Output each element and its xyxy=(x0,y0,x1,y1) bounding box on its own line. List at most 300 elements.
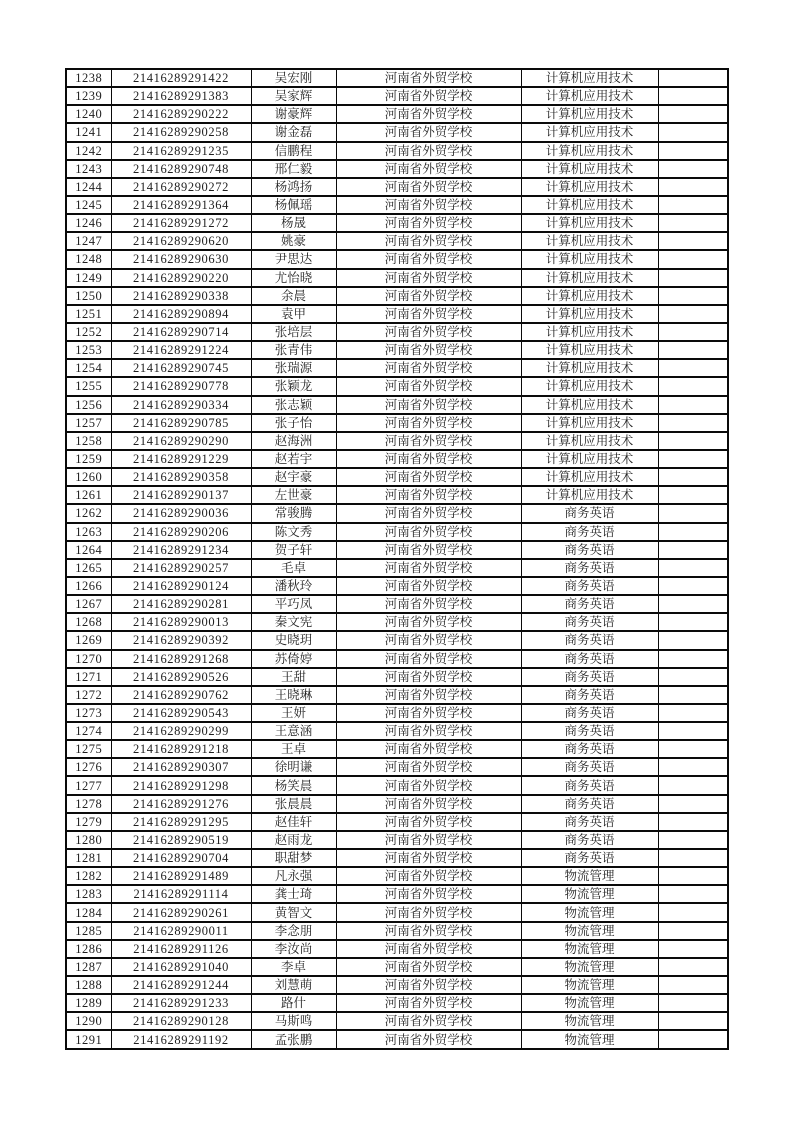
cell-student-id: 21416289290261 xyxy=(111,903,251,921)
table-row xyxy=(66,414,728,432)
cell-major: 物流管理 xyxy=(521,976,658,994)
cell-name: 张瑞源 xyxy=(251,359,336,377)
cell-name: 潘秋玲 xyxy=(251,577,336,595)
cell-school: 河南省外贸学校 xyxy=(336,940,521,958)
cell-student-id: 21416289290257 xyxy=(111,559,251,577)
cell-name: 尤怡晓 xyxy=(251,269,336,287)
cell-school: 河南省外贸学校 xyxy=(336,813,521,831)
table-row xyxy=(66,486,728,504)
cell-student-id: 21416289291422 xyxy=(111,69,251,87)
cell-name: 职甜梦 xyxy=(251,849,336,867)
cell-seq: 1239 xyxy=(66,87,111,105)
cell-student-id: 21416289290137 xyxy=(111,486,251,504)
table-row xyxy=(66,359,728,377)
cell-seq: 1242 xyxy=(66,142,111,160)
cell-major: 物流管理 xyxy=(521,940,658,958)
cell-blank xyxy=(658,795,728,813)
table-row xyxy=(66,450,728,468)
cell-blank xyxy=(658,758,728,776)
cell-blank xyxy=(658,831,728,849)
cell-major: 计算机应用技术 xyxy=(521,341,658,359)
cell-seq: 1277 xyxy=(66,776,111,794)
cell-school: 河南省外贸学校 xyxy=(336,196,521,214)
cell-name: 王卓 xyxy=(251,740,336,758)
cell-blank xyxy=(658,69,728,87)
table-row xyxy=(66,323,728,341)
cell-major: 商务英语 xyxy=(521,668,658,686)
cell-seq: 1282 xyxy=(66,867,111,885)
cell-name: 孟张鹏 xyxy=(251,1030,336,1048)
cell-seq: 1290 xyxy=(66,1012,111,1030)
cell-school: 河南省外贸学校 xyxy=(336,559,521,577)
cell-major: 计算机应用技术 xyxy=(521,486,658,504)
cell-school: 河南省外贸学校 xyxy=(336,160,521,178)
cell-major: 计算机应用技术 xyxy=(521,178,658,196)
cell-school: 河南省外贸学校 xyxy=(336,359,521,377)
cell-major: 计算机应用技术 xyxy=(521,250,658,268)
cell-name: 杨笑晨 xyxy=(251,776,336,794)
cell-major: 物流管理 xyxy=(521,867,658,885)
cell-blank xyxy=(658,595,728,613)
cell-school: 河南省外贸学校 xyxy=(336,686,521,704)
cell-name: 李念朋 xyxy=(251,922,336,940)
cell-student-id: 21416289290222 xyxy=(111,105,251,123)
table-row xyxy=(66,686,728,704)
cell-student-id: 21416289290036 xyxy=(111,504,251,522)
cell-student-id: 21416289291224 xyxy=(111,341,251,359)
cell-name: 徐明谦 xyxy=(251,758,336,776)
cell-student-id: 21416289290011 xyxy=(111,922,251,940)
cell-seq: 1268 xyxy=(66,613,111,631)
cell-school: 河南省外贸学校 xyxy=(336,595,521,613)
cell-major: 计算机应用技术 xyxy=(521,377,658,395)
cell-student-id: 21416289291383 xyxy=(111,87,251,105)
cell-seq: 1269 xyxy=(66,631,111,649)
table-row xyxy=(66,795,728,813)
cell-name: 袁甲 xyxy=(251,305,336,323)
cell-school: 河南省外贸学校 xyxy=(336,650,521,668)
cell-name: 张子怡 xyxy=(251,414,336,432)
cell-blank xyxy=(658,559,728,577)
cell-name: 邢仁毅 xyxy=(251,160,336,178)
cell-student-id: 21416289290281 xyxy=(111,595,251,613)
cell-blank xyxy=(658,813,728,831)
cell-major: 计算机应用技术 xyxy=(521,87,658,105)
cell-name: 李卓 xyxy=(251,958,336,976)
cell-seq: 1258 xyxy=(66,432,111,450)
table-row xyxy=(66,595,728,613)
cell-blank xyxy=(658,359,728,377)
cell-name: 张晨晨 xyxy=(251,795,336,813)
table-row xyxy=(66,196,728,214)
cell-blank xyxy=(658,903,728,921)
cell-school: 河南省外贸学校 xyxy=(336,740,521,758)
cell-blank xyxy=(658,541,728,559)
table-row xyxy=(66,541,728,559)
cell-seq: 1244 xyxy=(66,178,111,196)
cell-seq: 1240 xyxy=(66,105,111,123)
cell-school: 河南省外贸学校 xyxy=(336,795,521,813)
cell-blank xyxy=(658,704,728,722)
cell-seq: 1245 xyxy=(66,196,111,214)
cell-seq: 1281 xyxy=(66,849,111,867)
cell-major: 商务英语 xyxy=(521,541,658,559)
cell-seq: 1243 xyxy=(66,160,111,178)
cell-blank xyxy=(658,740,728,758)
cell-blank xyxy=(658,142,728,160)
cell-blank xyxy=(658,214,728,232)
cell-name: 左世豪 xyxy=(251,486,336,504)
cell-major: 计算机应用技术 xyxy=(521,69,658,87)
cell-major: 计算机应用技术 xyxy=(521,105,658,123)
table-row xyxy=(66,922,728,940)
table-row xyxy=(66,69,728,87)
cell-seq: 1260 xyxy=(66,468,111,486)
cell-student-id: 21416289291298 xyxy=(111,776,251,794)
cell-major: 计算机应用技术 xyxy=(521,269,658,287)
table-row xyxy=(66,269,728,287)
cell-seq: 1261 xyxy=(66,486,111,504)
cell-name: 龚士琦 xyxy=(251,885,336,903)
cell-student-id: 21416289290785 xyxy=(111,414,251,432)
table-row xyxy=(66,178,728,196)
cell-major: 商务英语 xyxy=(521,831,658,849)
cell-student-id: 21416289290392 xyxy=(111,631,251,649)
cell-name: 张颖龙 xyxy=(251,377,336,395)
cell-seq: 1288 xyxy=(66,976,111,994)
table-row xyxy=(66,105,728,123)
cell-school: 河南省外贸学校 xyxy=(336,668,521,686)
table-row xyxy=(66,559,728,577)
cell-major: 计算机应用技术 xyxy=(521,432,658,450)
cell-seq: 1251 xyxy=(66,305,111,323)
cell-major: 计算机应用技术 xyxy=(521,287,658,305)
cell-student-id: 21416289291229 xyxy=(111,450,251,468)
cell-seq: 1254 xyxy=(66,359,111,377)
cell-major: 物流管理 xyxy=(521,994,658,1012)
table-row xyxy=(66,776,728,794)
cell-major: 商务英语 xyxy=(521,559,658,577)
cell-blank xyxy=(658,377,728,395)
cell-major: 物流管理 xyxy=(521,958,658,976)
cell-seq: 1286 xyxy=(66,940,111,958)
cell-school: 河南省外贸学校 xyxy=(336,867,521,885)
cell-name: 刘慧萌 xyxy=(251,976,336,994)
cell-student-id: 21416289290704 xyxy=(111,849,251,867)
cell-seq: 1262 xyxy=(66,504,111,522)
cell-school: 河南省外贸学校 xyxy=(336,250,521,268)
cell-name: 黄智文 xyxy=(251,903,336,921)
cell-major: 商务英语 xyxy=(521,776,658,794)
cell-student-id: 21416289290290 xyxy=(111,432,251,450)
cell-school: 河南省外贸学校 xyxy=(336,849,521,867)
cell-name: 谢豪辉 xyxy=(251,105,336,123)
cell-seq: 1259 xyxy=(66,450,111,468)
cell-name: 常骏腾 xyxy=(251,504,336,522)
cell-seq: 1283 xyxy=(66,885,111,903)
cell-school: 河南省外贸学校 xyxy=(336,1030,521,1048)
table-row xyxy=(66,305,728,323)
cell-major: 商务英语 xyxy=(521,577,658,595)
cell-student-id: 21416289290620 xyxy=(111,232,251,250)
table-row xyxy=(66,160,728,178)
cell-blank xyxy=(658,450,728,468)
cell-blank xyxy=(658,976,728,994)
cell-major: 计算机应用技术 xyxy=(521,142,658,160)
cell-school: 河南省外贸学校 xyxy=(336,922,521,940)
cell-name: 苏倚婷 xyxy=(251,650,336,668)
cell-major: 商务英语 xyxy=(521,722,658,740)
cell-school: 河南省外贸学校 xyxy=(336,123,521,141)
cell-blank xyxy=(658,523,728,541)
cell-seq: 1248 xyxy=(66,250,111,268)
table-row xyxy=(66,722,728,740)
table-row xyxy=(66,849,728,867)
cell-major: 商务英语 xyxy=(521,813,658,831)
cell-student-id: 21416289291295 xyxy=(111,813,251,831)
cell-name: 毛卓 xyxy=(251,559,336,577)
cell-major: 商务英语 xyxy=(521,795,658,813)
cell-seq: 1256 xyxy=(66,396,111,414)
table-row xyxy=(66,631,728,649)
cell-name: 平巧凤 xyxy=(251,595,336,613)
cell-student-id: 21416289291114 xyxy=(111,885,251,903)
cell-seq: 1273 xyxy=(66,704,111,722)
cell-blank xyxy=(658,250,728,268)
cell-school: 河南省外贸学校 xyxy=(336,468,521,486)
cell-blank xyxy=(658,577,728,595)
table-row xyxy=(66,650,728,668)
cell-school: 河南省外贸学校 xyxy=(336,613,521,631)
cell-major: 计算机应用技术 xyxy=(521,396,658,414)
cell-school: 河南省外贸学校 xyxy=(336,323,521,341)
cell-blank xyxy=(658,396,728,414)
cell-student-id: 21416289291272 xyxy=(111,214,251,232)
table-row xyxy=(66,668,728,686)
cell-blank xyxy=(658,613,728,631)
table-row xyxy=(66,341,728,359)
cell-major: 计算机应用技术 xyxy=(521,359,658,377)
cell-school: 河南省外贸学校 xyxy=(336,178,521,196)
cell-student-id: 21416289290334 xyxy=(111,396,251,414)
roster-body xyxy=(66,69,728,1049)
cell-major: 物流管理 xyxy=(521,1012,658,1030)
cell-school: 河南省外贸学校 xyxy=(336,486,521,504)
cell-school: 河南省外贸学校 xyxy=(336,87,521,105)
cell-name: 王晓琳 xyxy=(251,686,336,704)
cell-student-id: 21416289291364 xyxy=(111,196,251,214)
cell-school: 河南省外贸学校 xyxy=(336,722,521,740)
cell-blank xyxy=(658,196,728,214)
cell-major: 计算机应用技术 xyxy=(521,468,658,486)
cell-name: 史晓玥 xyxy=(251,631,336,649)
cell-seq: 1270 xyxy=(66,650,111,668)
cell-seq: 1247 xyxy=(66,232,111,250)
cell-major: 商务英语 xyxy=(521,523,658,541)
cell-name: 张培层 xyxy=(251,323,336,341)
cell-name: 张青伟 xyxy=(251,341,336,359)
table-row xyxy=(66,232,728,250)
cell-student-id: 21416289291244 xyxy=(111,976,251,994)
table-row xyxy=(66,704,728,722)
cell-name: 余晨 xyxy=(251,287,336,305)
cell-seq: 1264 xyxy=(66,541,111,559)
cell-blank xyxy=(658,305,728,323)
cell-blank xyxy=(658,232,728,250)
cell-seq: 1274 xyxy=(66,722,111,740)
cell-major: 物流管理 xyxy=(521,903,658,921)
cell-blank xyxy=(658,504,728,522)
cell-major: 计算机应用技术 xyxy=(521,450,658,468)
cell-student-id: 21416289291040 xyxy=(111,958,251,976)
cell-blank xyxy=(658,631,728,649)
cell-name: 王妍 xyxy=(251,704,336,722)
cell-school: 河南省外贸学校 xyxy=(336,903,521,921)
cell-blank xyxy=(658,287,728,305)
table-row xyxy=(66,1012,728,1030)
cell-major: 计算机应用技术 xyxy=(521,323,658,341)
cell-name: 李汝尚 xyxy=(251,940,336,958)
cell-seq: 1238 xyxy=(66,69,111,87)
cell-name: 贺子轩 xyxy=(251,541,336,559)
table-row xyxy=(66,142,728,160)
cell-seq: 1255 xyxy=(66,377,111,395)
cell-student-id: 21416289291126 xyxy=(111,940,251,958)
table-row xyxy=(66,903,728,921)
table-row xyxy=(66,523,728,541)
cell-name: 王甜 xyxy=(251,668,336,686)
cell-school: 河南省外贸学校 xyxy=(336,994,521,1012)
cell-major: 物流管理 xyxy=(521,922,658,940)
cell-school: 河南省外贸学校 xyxy=(336,577,521,595)
cell-name: 赵若宇 xyxy=(251,450,336,468)
cell-school: 河南省外贸学校 xyxy=(336,269,521,287)
cell-name: 姚豪 xyxy=(251,232,336,250)
cell-seq: 1275 xyxy=(66,740,111,758)
cell-school: 河南省外贸学校 xyxy=(336,105,521,123)
cell-student-id: 21416289290272 xyxy=(111,178,251,196)
cell-blank xyxy=(658,486,728,504)
cell-seq: 1289 xyxy=(66,994,111,1012)
cell-major: 计算机应用技术 xyxy=(521,414,658,432)
cell-blank xyxy=(658,123,728,141)
cell-seq: 1287 xyxy=(66,958,111,976)
cell-student-id: 21416289291489 xyxy=(111,867,251,885)
table-row xyxy=(66,287,728,305)
cell-student-id: 21416289290128 xyxy=(111,1012,251,1030)
cell-school: 河南省外贸学校 xyxy=(336,287,521,305)
cell-student-id: 21416289291233 xyxy=(111,994,251,1012)
cell-seq: 1246 xyxy=(66,214,111,232)
cell-student-id: 21416289291268 xyxy=(111,650,251,668)
cell-major: 计算机应用技术 xyxy=(521,305,658,323)
cell-school: 河南省外贸学校 xyxy=(336,1012,521,1030)
table-row xyxy=(66,885,728,903)
cell-school: 河南省外贸学校 xyxy=(336,305,521,323)
cell-major: 商务英语 xyxy=(521,849,658,867)
cell-blank xyxy=(658,323,728,341)
cell-seq: 1276 xyxy=(66,758,111,776)
cell-school: 河南省外贸学校 xyxy=(336,776,521,794)
cell-student-id: 21416289290124 xyxy=(111,577,251,595)
cell-major: 商务英语 xyxy=(521,686,658,704)
cell-school: 河南省外贸学校 xyxy=(336,232,521,250)
cell-school: 河南省外贸学校 xyxy=(336,958,521,976)
cell-student-id: 21416289291192 xyxy=(111,1030,251,1048)
cell-seq: 1271 xyxy=(66,668,111,686)
table-row xyxy=(66,468,728,486)
cell-name: 路什 xyxy=(251,994,336,1012)
cell-name: 张志颖 xyxy=(251,396,336,414)
cell-student-id: 21416289290630 xyxy=(111,250,251,268)
cell-blank xyxy=(658,1012,728,1030)
cell-name: 赵雨龙 xyxy=(251,831,336,849)
cell-blank xyxy=(658,668,728,686)
cell-major: 物流管理 xyxy=(521,1030,658,1048)
cell-blank xyxy=(658,885,728,903)
cell-blank xyxy=(658,414,728,432)
cell-name: 马斯鸣 xyxy=(251,1012,336,1030)
cell-major: 计算机应用技术 xyxy=(521,214,658,232)
cell-school: 河南省外贸学校 xyxy=(336,504,521,522)
cell-blank xyxy=(658,776,728,794)
cell-seq: 1291 xyxy=(66,1030,111,1048)
cell-major: 计算机应用技术 xyxy=(521,123,658,141)
cell-major: 商务英语 xyxy=(521,613,658,631)
table-row xyxy=(66,994,728,1012)
cell-major: 计算机应用技术 xyxy=(521,232,658,250)
cell-major: 计算机应用技术 xyxy=(521,196,658,214)
cell-major: 物流管理 xyxy=(521,885,658,903)
cell-seq: 1272 xyxy=(66,686,111,704)
cell-major: 商务英语 xyxy=(521,740,658,758)
cell-seq: 1279 xyxy=(66,813,111,831)
cell-student-id: 21416289290519 xyxy=(111,831,251,849)
cell-school: 河南省外贸学校 xyxy=(336,831,521,849)
cell-name: 秦文宪 xyxy=(251,613,336,631)
table-row xyxy=(66,976,728,994)
cell-name: 凡永强 xyxy=(251,867,336,885)
cell-school: 河南省外贸学校 xyxy=(336,976,521,994)
table-row xyxy=(66,250,728,268)
cell-seq: 1284 xyxy=(66,903,111,921)
cell-major: 商务英语 xyxy=(521,650,658,668)
cell-seq: 1267 xyxy=(66,595,111,613)
cell-blank xyxy=(658,686,728,704)
cell-student-id: 21416289290894 xyxy=(111,305,251,323)
cell-student-id: 21416289290220 xyxy=(111,269,251,287)
cell-school: 河南省外贸学校 xyxy=(336,450,521,468)
cell-blank xyxy=(658,722,728,740)
cell-seq: 1250 xyxy=(66,287,111,305)
cell-blank xyxy=(658,958,728,976)
cell-school: 河南省外贸学校 xyxy=(336,396,521,414)
cell-school: 河南省外贸学校 xyxy=(336,142,521,160)
cell-name: 陈文秀 xyxy=(251,523,336,541)
cell-seq: 1278 xyxy=(66,795,111,813)
cell-blank xyxy=(658,650,728,668)
cell-name: 信鹏程 xyxy=(251,142,336,160)
cell-major: 商务英语 xyxy=(521,758,658,776)
cell-school: 河南省外贸学校 xyxy=(336,758,521,776)
cell-blank xyxy=(658,940,728,958)
cell-name: 吴宏刚 xyxy=(251,69,336,87)
cell-school: 河南省外贸学校 xyxy=(336,414,521,432)
cell-name: 尹思达 xyxy=(251,250,336,268)
cell-student-id: 21416289290745 xyxy=(111,359,251,377)
cell-school: 河南省外贸学校 xyxy=(336,704,521,722)
cell-school: 河南省外贸学校 xyxy=(336,377,521,395)
